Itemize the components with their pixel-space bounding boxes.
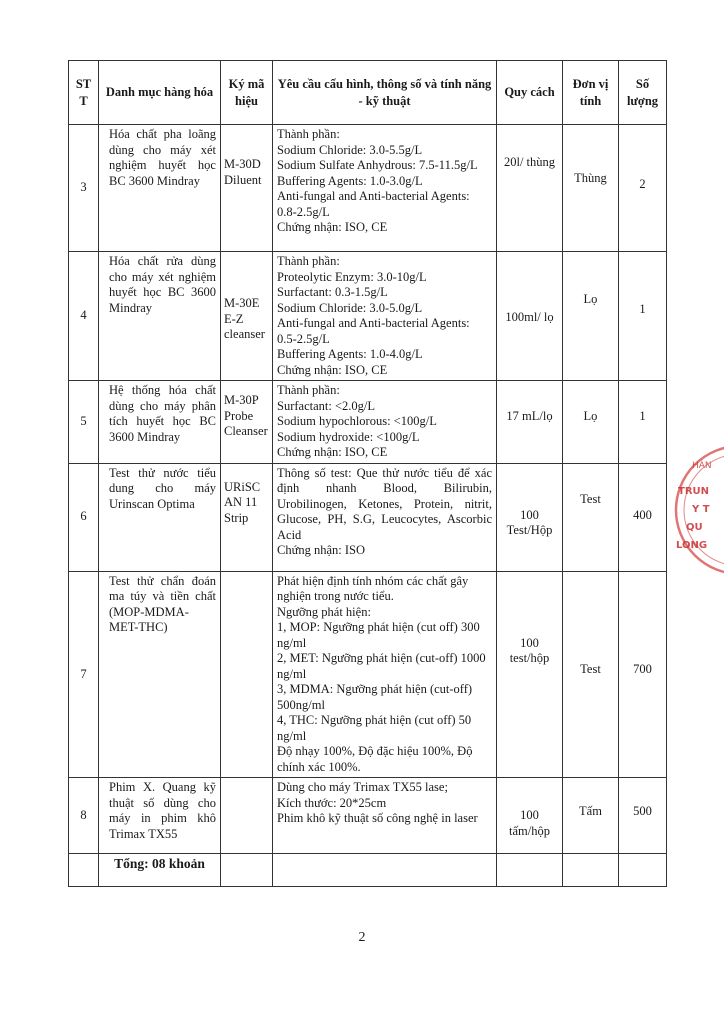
total-label: Tổng: 08 khoản [99,854,221,887]
spec-line: 1, MOP: Ngưỡng phát hiện (cut off) 300 ng/ml [277,620,480,650]
row-stt: 5 [69,381,99,464]
row-code: M-30D Diluent [221,125,273,252]
total-row [69,854,667,887]
stamp-line: HÀN [692,461,712,471]
row-pack: 17 mL/lọ [497,381,563,464]
spec-line: Chứng nhận: ISO, CE [277,362,388,377]
row-spec [273,252,497,381]
spec-line: Thông số test: Que thử nước tiểu để xác định nhanh Blood, Bilirubin, Urobilinogen, Ketones, Protein, nitrit, Glucose, PH, S.G, Leucocytes, Ascorbic Acid [277,465,492,542]
spec-line: Buffering Agents: 1.0-3.0g/L [277,173,423,188]
header-pack: Quy cách [497,61,563,125]
row-code [221,571,273,778]
row-stt: 6 [69,463,99,571]
specification-table [68,60,667,887]
row-unit: Thùng [563,125,619,252]
spec-line: Thành phần: [277,383,340,397]
header-code: Ký mã hiệu [221,61,273,125]
row-qty: 1 [619,381,667,464]
stamp-line: Y T [692,504,710,515]
row-spec [273,381,497,464]
red-seal-stamp [668,440,724,580]
row-qty: 700 [619,571,667,778]
page-number: 2 [358,930,366,945]
table-row [69,381,667,464]
row-spec [273,778,497,854]
spec-line: Anti-fungal and Anti-bacterial Agents: 0.8-2.5g/L [277,189,470,219]
table-row [69,463,667,571]
row-code: M-30E E-Z cleanser [221,252,273,381]
spec-line: 3, MDMA: Ngưỡng phát hiện (cut-off) 500ng/ml [277,682,473,712]
row-code: URiSC AN 11 Strip [221,463,273,571]
table-row [69,252,667,381]
spec-line: Sodium Sulfate Anhydrous: 7.5-11.5g/L [277,158,478,172]
row-code [221,778,273,854]
row-qty: 1 [619,252,667,381]
spec-line: 4, THC: Ngưỡng phát hiện (cut off) 50 ng/ml [277,713,472,743]
spec-line: Sodium Chloride: 3.0-5.5g/L [277,142,423,157]
spec-line: Thành phần: [277,127,340,141]
row-qty: 500 [619,778,667,854]
row-spec [273,125,497,252]
row-spec [273,571,497,778]
row-stt: 7 [69,571,99,778]
table-row [69,571,667,778]
spec-line: Chứng nhận: ISO, CE [277,220,388,234]
row-unit: Lọ [563,252,619,381]
row-pack: 100ml/ lọ [497,252,563,381]
header-row [69,61,667,125]
spec-line: Buffering Agents: 1.0-4.0g/L [277,347,423,361]
spec-line: 2, MET: Ngưỡng phát hiện (cut-off) 1000 ng/ml [277,651,486,681]
row-name: Test thử nước tiểu dung cho máy Urinscan Optima [99,463,221,571]
header-name: Danh mục hàng hóa [99,61,221,125]
row-spec [273,463,497,571]
row-pack: 100 tấm/hộp [497,778,563,854]
row-pack: 100 test/hộp [497,571,563,778]
row-pack: 20l/ thùng [497,125,563,252]
row-name: Hóa chất rửa dùng cho máy xét nghiệm huyết học BC 3600 Mindray [99,252,221,381]
table-body [69,125,667,887]
table-row [69,778,667,854]
header-spec: Yêu cầu cấu hình, thông số và tính năng - kỹ thuật [273,61,497,125]
row-name: Hệ thống hóa chất dùng cho máy phân tích huyết học BC 3600 Mindray [99,381,221,464]
spec-line: Sodium Chloride: 3.0-5.0g/L [277,300,423,315]
row-qty: 2 [619,125,667,252]
row-stt: 3 [69,125,99,252]
spec-line: Proteolytic Enzym: 3.0-10g/L [277,269,427,284]
spec-line: Dùng cho máy Trimax TX55 lase; [277,780,448,794]
spec-line: Kích thước: 20*25cm [277,795,387,810]
header-qty: Số lượng [619,61,667,125]
row-pack: 100 Test/Hộp [497,463,563,571]
row-unit: Test [563,463,619,571]
row-name: Phim X. Quang kỹ thuật số dùng cho máy in phim khô Trimax TX55 [99,778,221,854]
spec-line: Surfactant: 0.3-1.5g/L [277,285,388,299]
header-stt: ST T [69,61,99,125]
row-unit: Tấm [563,778,619,854]
row-name: Hóa chất pha loãng dùng cho máy xét nghiệm huyết học BC 3600 Mindray [99,125,221,252]
spec-line: Anti-fungal and Anti-bacterial Agents: 0.5-2.5g/L [277,316,470,346]
table-row [69,125,667,252]
spec-line: Sodium hypochlorous: <100g/L [277,414,437,428]
row-unit: Lọ [563,381,619,464]
stamp-line: QU [686,522,703,533]
spec-line: Chứng nhận: ISO [277,543,366,557]
row-code: M-30P Probe Cleanser [221,381,273,464]
spec-line: Ngưỡng phát hiện: [277,604,371,619]
header-unit: Đơn vị tính [563,61,619,125]
row-stt: 8 [69,778,99,854]
row-name: Test thử chẩn đoán ma túy và tiền chất (MOP-MDMA-MET-THC) [99,571,221,778]
stamp-line: TRUN [678,486,710,497]
stamp-line: LONG [676,540,708,551]
spec-line: Sodium hydroxide: <100g/L [277,429,420,444]
spec-line: Phim khô kỹ thuật số công nghệ in laser [277,811,478,825]
spec-line: Phát hiện định tính nhóm các chất gây nghiện trong nước tiểu. [277,573,469,603]
row-qty: 400 [619,463,667,571]
spec-line: Surfactant: <2.0g/L [277,398,375,413]
spec-line: Chứng nhận: ISO, CE [277,445,388,459]
spec-line: Thành phần: [277,254,340,268]
spec-line: Độ nhạy 100%, Độ đặc hiệu 100%, Độ chính xác 100%. [277,744,473,774]
row-stt: 4 [69,252,99,381]
row-unit: Test [563,571,619,778]
